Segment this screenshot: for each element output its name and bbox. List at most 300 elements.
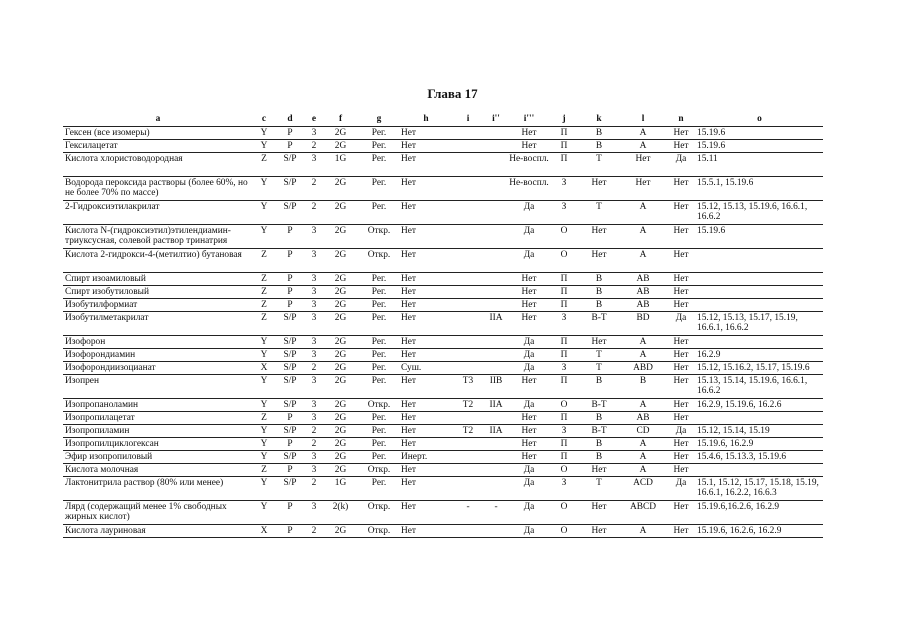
- cell-j: П: [550, 140, 578, 153]
- cell-i3: Да: [508, 349, 550, 362]
- table-row: [63, 140, 823, 153]
- table-body: [63, 127, 823, 538]
- column-header-i2: i'': [484, 108, 508, 127]
- cell-f: 2G: [323, 525, 358, 538]
- cell-h: Нет: [400, 349, 452, 362]
- cell-i2: IIA: [484, 399, 508, 412]
- cell-h: Нет: [400, 249, 452, 273]
- column-header-k: k: [578, 108, 620, 127]
- cell-a: 2-Гидроксиэтилакрилат: [63, 201, 253, 225]
- cell-i2: IIA: [484, 425, 508, 438]
- cell-k: В: [578, 140, 620, 153]
- table-row: [63, 477, 823, 501]
- cell-i: [452, 464, 484, 477]
- cell-f: 1G: [323, 153, 358, 177]
- cell-o: 15.12, 15.14, 15.19: [696, 425, 823, 438]
- cell-j: О: [550, 399, 578, 412]
- cell-c: Y: [253, 451, 275, 464]
- cell-i2: [484, 201, 508, 225]
- cell-i3: Да: [508, 249, 550, 273]
- table-row: [63, 273, 823, 286]
- cell-o: 15.19.6, 16.2.6, 16.2.9: [696, 525, 823, 538]
- cell-c: Y: [253, 375, 275, 399]
- cell-i: -: [452, 501, 484, 525]
- cell-c: Y: [253, 477, 275, 501]
- cell-i: [452, 438, 484, 451]
- cell-k: Нет: [578, 177, 620, 201]
- column-header-d: d: [275, 108, 305, 127]
- cell-e: 3: [305, 273, 323, 286]
- cell-e: 3: [305, 336, 323, 349]
- cell-o: 15.5.1, 15.19.6: [696, 177, 823, 201]
- cell-h: Нет: [400, 412, 452, 425]
- cell-l: А: [620, 399, 666, 412]
- cell-g: Рег.: [358, 349, 400, 362]
- cell-l: Нет: [620, 177, 666, 201]
- cell-i3: Нет: [508, 140, 550, 153]
- column-header-c: c: [253, 108, 275, 127]
- table-row: [63, 225, 823, 249]
- cell-n: Нет: [666, 127, 696, 140]
- cell-e: 2: [305, 362, 323, 375]
- table-row: [63, 127, 823, 140]
- cargo-table: [63, 108, 823, 538]
- cell-e: 3: [305, 153, 323, 177]
- cell-j: З: [550, 362, 578, 375]
- cell-i2: [484, 438, 508, 451]
- column-header-i3: i''': [508, 108, 550, 127]
- cell-k: В: [578, 127, 620, 140]
- cell-g: Откр.: [358, 464, 400, 477]
- cell-n: Нет: [666, 273, 696, 286]
- cell-j: О: [550, 249, 578, 273]
- cell-f: 2G: [323, 312, 358, 336]
- cell-e: 3: [305, 299, 323, 312]
- column-header-l: l: [620, 108, 666, 127]
- cell-c: Z: [253, 249, 275, 273]
- cell-i: [452, 273, 484, 286]
- table-row: [63, 375, 823, 399]
- cell-a: Изопропаноламин: [63, 399, 253, 412]
- cell-a: Лактонитрила раствор (80% или менее): [63, 477, 253, 501]
- cell-i2: [484, 477, 508, 501]
- cell-d: S/P: [275, 425, 305, 438]
- cell-c: Y: [253, 501, 275, 525]
- cell-l: CD: [620, 425, 666, 438]
- column-header-i: i: [452, 108, 484, 127]
- cell-j: П: [550, 438, 578, 451]
- cell-g: Откр.: [358, 501, 400, 525]
- table-row: [63, 425, 823, 438]
- cell-o: 15.11: [696, 153, 823, 177]
- table-row: [63, 201, 823, 225]
- table-row: [63, 412, 823, 425]
- cell-i3: Нет: [508, 273, 550, 286]
- cell-g: Рег.: [358, 286, 400, 299]
- cell-h: Нет: [400, 438, 452, 451]
- cell-f: 2G: [323, 177, 358, 201]
- cell-d: P: [275, 464, 305, 477]
- cell-k: Нет: [578, 336, 620, 349]
- cell-o: 15.19.6: [696, 140, 823, 153]
- cell-i2: IIA: [484, 312, 508, 336]
- cell-d: S/P: [275, 312, 305, 336]
- cell-d: S/P: [275, 477, 305, 501]
- cell-l: ABCD: [620, 501, 666, 525]
- cell-i3: Нет: [508, 451, 550, 464]
- cell-g: Рег.: [358, 438, 400, 451]
- cell-j: П: [550, 375, 578, 399]
- cell-j: П: [550, 451, 578, 464]
- cell-d: P: [275, 249, 305, 273]
- column-header-g: g: [358, 108, 400, 127]
- cell-a: Водорода пероксида растворы (более 60%, но не более 70% по массе): [63, 177, 253, 201]
- cell-c: Y: [253, 127, 275, 140]
- cell-i: [452, 525, 484, 538]
- cell-i3: Да: [508, 336, 550, 349]
- cell-k: В: [578, 286, 620, 299]
- cell-g: Рег.: [358, 153, 400, 177]
- table-row: [63, 249, 823, 273]
- cell-i3: Да: [508, 501, 550, 525]
- cell-c: Y: [253, 349, 275, 362]
- cell-c: Z: [253, 153, 275, 177]
- cell-k: Нет: [578, 501, 620, 525]
- cell-a: Кислота лауриновая: [63, 525, 253, 538]
- cell-i: [452, 127, 484, 140]
- cell-o: 15.13, 15.14, 15.19.6, 16.6.1, 16.6.2: [696, 375, 823, 399]
- cell-i2: [484, 225, 508, 249]
- cell-d: S/P: [275, 349, 305, 362]
- cell-k: В: [578, 451, 620, 464]
- cell-o: 16.2.9, 15.19.6, 16.2.6: [696, 399, 823, 412]
- cell-k: В: [578, 412, 620, 425]
- cell-c: Y: [253, 336, 275, 349]
- cell-l: А: [620, 438, 666, 451]
- page-title: Глава 17: [427, 86, 478, 101]
- cell-e: 3: [305, 464, 323, 477]
- cell-i: T3: [452, 375, 484, 399]
- cell-j: З: [550, 177, 578, 201]
- cell-n: Нет: [666, 286, 696, 299]
- cell-e: 2: [305, 525, 323, 538]
- cell-k: Т: [578, 349, 620, 362]
- cell-a: Гексилацетат: [63, 140, 253, 153]
- cell-o: 15.12, 15.13, 15.19.6, 16.6.1, 16.6.2: [696, 201, 823, 225]
- cell-h: Нет: [400, 273, 452, 286]
- cell-k: В: [578, 375, 620, 399]
- cell-i: [452, 299, 484, 312]
- cell-e: 2: [305, 425, 323, 438]
- cell-a: Изобутилметакрилат: [63, 312, 253, 336]
- cell-l: АВ: [620, 286, 666, 299]
- cell-j: О: [550, 225, 578, 249]
- cell-h: Нет: [400, 375, 452, 399]
- cell-k: В-Т: [578, 312, 620, 336]
- cell-l: А: [620, 525, 666, 538]
- cell-n: Нет: [666, 464, 696, 477]
- cell-a: Изофорондиизоцианат: [63, 362, 253, 375]
- cell-e: 3: [305, 312, 323, 336]
- cell-h: Нет: [400, 201, 452, 225]
- cell-g: Откр.: [358, 399, 400, 412]
- cell-i2: [484, 286, 508, 299]
- cell-e: 3: [305, 451, 323, 464]
- cell-f: 2G: [323, 249, 358, 273]
- cell-i: [452, 412, 484, 425]
- cell-i2: -: [484, 501, 508, 525]
- cell-g: Откр.: [358, 225, 400, 249]
- cell-i: [452, 153, 484, 177]
- cell-o: [696, 286, 823, 299]
- table-row: [63, 525, 823, 538]
- cell-d: P: [275, 438, 305, 451]
- cell-d: P: [275, 140, 305, 153]
- cell-c: Z: [253, 412, 275, 425]
- cell-f: 2G: [323, 225, 358, 249]
- cell-c: Y: [253, 438, 275, 451]
- cell-d: S/P: [275, 375, 305, 399]
- cell-c: Z: [253, 273, 275, 286]
- cell-o: 15.19.6, 16.2.9: [696, 438, 823, 451]
- cell-k: В-Т: [578, 425, 620, 438]
- cell-l: А: [620, 249, 666, 273]
- table-row: [63, 312, 823, 336]
- cell-l: BD: [620, 312, 666, 336]
- cell-j: П: [550, 336, 578, 349]
- cell-i3: Да: [508, 201, 550, 225]
- cell-i2: [484, 464, 508, 477]
- cell-l: А: [620, 336, 666, 349]
- cell-l: А: [620, 451, 666, 464]
- cell-i3: Нет: [508, 127, 550, 140]
- cell-j: П: [550, 349, 578, 362]
- cell-h: Нет: [400, 399, 452, 412]
- cell-j: З: [550, 425, 578, 438]
- cell-i: [452, 312, 484, 336]
- cell-a: Изопропилциклогексан: [63, 438, 253, 451]
- cell-o: 15.4.6, 15.13.3, 15.19.6: [696, 451, 823, 464]
- cell-l: А: [620, 127, 666, 140]
- cell-n: Нет: [666, 336, 696, 349]
- cell-d: P: [275, 501, 305, 525]
- cell-f: 1G: [323, 477, 358, 501]
- cell-e: 3: [305, 501, 323, 525]
- cell-i2: [484, 451, 508, 464]
- table-row: [63, 438, 823, 451]
- cell-i3: Да: [508, 464, 550, 477]
- table-row: [63, 299, 823, 312]
- cell-k: В: [578, 299, 620, 312]
- cell-o: 15.1, 15.12, 15.17, 15.18, 15.19, 16.6.1, 16.2.2, 16.6.3: [696, 477, 823, 501]
- cell-g: Рег.: [358, 312, 400, 336]
- cell-h: Нет: [400, 501, 452, 525]
- cell-n: Да: [666, 477, 696, 501]
- cell-k: В: [578, 438, 620, 451]
- cell-a: Спирт изоамиловый: [63, 273, 253, 286]
- cell-l: А: [620, 201, 666, 225]
- cell-d: S/P: [275, 451, 305, 464]
- cell-e: 3: [305, 249, 323, 273]
- cell-l: А: [620, 225, 666, 249]
- cell-c: Y: [253, 225, 275, 249]
- cell-n: Нет: [666, 177, 696, 201]
- cell-d: P: [275, 525, 305, 538]
- cell-l: АВ: [620, 299, 666, 312]
- cell-n: Да: [666, 425, 696, 438]
- cell-n: Нет: [666, 249, 696, 273]
- cell-i: [452, 249, 484, 273]
- cell-c: X: [253, 525, 275, 538]
- cell-i3: Да: [508, 477, 550, 501]
- cell-l: АВ: [620, 412, 666, 425]
- cell-i: [452, 201, 484, 225]
- cell-k: Нет: [578, 225, 620, 249]
- cell-j: З: [550, 477, 578, 501]
- cell-d: P: [275, 299, 305, 312]
- cell-e: 2: [305, 438, 323, 451]
- cell-g: Рег.: [358, 375, 400, 399]
- cell-i2: [484, 177, 508, 201]
- cell-e: 3: [305, 375, 323, 399]
- cell-i: [452, 336, 484, 349]
- cell-o: 15.19.6: [696, 225, 823, 249]
- cell-a: Изопропиламин: [63, 425, 253, 438]
- cell-j: П: [550, 127, 578, 140]
- cell-e: 3: [305, 286, 323, 299]
- cell-g: Рег.: [358, 299, 400, 312]
- cell-h: Нет: [400, 299, 452, 312]
- cell-f: 2G: [323, 349, 358, 362]
- cell-d: P: [275, 225, 305, 249]
- cell-g: Рег.: [358, 273, 400, 286]
- cell-i: [452, 451, 484, 464]
- cell-j: П: [550, 412, 578, 425]
- cell-j: З: [550, 201, 578, 225]
- cell-d: S/P: [275, 399, 305, 412]
- cell-n: Нет: [666, 375, 696, 399]
- cell-c: Z: [253, 286, 275, 299]
- cell-a: Изопрен: [63, 375, 253, 399]
- cell-g: Рег.: [358, 477, 400, 501]
- cell-o: 15.12, 15.16.2, 15.17, 15.19.6: [696, 362, 823, 375]
- cell-k: Нет: [578, 249, 620, 273]
- cell-o: 16.2.9: [696, 349, 823, 362]
- cell-h: Нет: [400, 286, 452, 299]
- cell-n: Да: [666, 312, 696, 336]
- cell-c: Z: [253, 464, 275, 477]
- cell-o: 15.12, 15.13, 15.17, 15.19, 16.6.1, 16.6.2: [696, 312, 823, 336]
- cell-e: 3: [305, 127, 323, 140]
- cell-k: Нет: [578, 464, 620, 477]
- cell-l: А: [620, 464, 666, 477]
- cell-i2: [484, 412, 508, 425]
- cell-i: [452, 177, 484, 201]
- cell-k: Т: [578, 362, 620, 375]
- cell-i: [452, 140, 484, 153]
- cell-i2: [484, 273, 508, 286]
- cell-i2: [484, 249, 508, 273]
- cell-i: [452, 225, 484, 249]
- cell-k: В-Т: [578, 399, 620, 412]
- cell-g: Рег.: [358, 127, 400, 140]
- cell-e: 3: [305, 349, 323, 362]
- cell-n: Нет: [666, 349, 696, 362]
- cell-f: 2G: [323, 299, 358, 312]
- cell-i2: [484, 127, 508, 140]
- cell-j: П: [550, 153, 578, 177]
- cell-o: 15.19.6: [696, 127, 823, 140]
- cell-h: Нет: [400, 177, 452, 201]
- cell-a: Кислота 2-гидрокси-4-(метилтио) бутановая: [63, 249, 253, 273]
- cell-g: Откр.: [358, 525, 400, 538]
- cell-d: P: [275, 273, 305, 286]
- cell-c: Y: [253, 399, 275, 412]
- cell-a: Кислота N-(гидроксиэтил)этилендиамин-триуксусная, солевой раствор тринатрия: [63, 225, 253, 249]
- table-row: [63, 177, 823, 201]
- cell-k: Т: [578, 477, 620, 501]
- cell-h: Нет: [400, 225, 452, 249]
- cell-l: А: [620, 349, 666, 362]
- cell-i: [452, 286, 484, 299]
- cell-o: [696, 249, 823, 273]
- cell-j: З: [550, 312, 578, 336]
- cell-i: [452, 349, 484, 362]
- cell-f: 2G: [323, 127, 358, 140]
- cell-f: 2G: [323, 399, 358, 412]
- cell-i3: Нет: [508, 312, 550, 336]
- cell-l: ABD: [620, 362, 666, 375]
- cell-l: А: [620, 140, 666, 153]
- table-row: [63, 362, 823, 375]
- column-header-e: e: [305, 108, 323, 127]
- cell-f: 2G: [323, 464, 358, 477]
- cell-i2: [484, 362, 508, 375]
- cell-o: [696, 299, 823, 312]
- cell-f: 2G: [323, 336, 358, 349]
- cell-a: Эфир изопропиловый: [63, 451, 253, 464]
- cell-f: 2G: [323, 412, 358, 425]
- cell-n: Нет: [666, 412, 696, 425]
- column-header-f: f: [323, 108, 358, 127]
- cell-j: О: [550, 464, 578, 477]
- cell-f: 2G: [323, 425, 358, 438]
- column-header-h: h: [400, 108, 452, 127]
- cell-i2: [484, 153, 508, 177]
- cell-f: 2G: [323, 273, 358, 286]
- cell-f: 2G: [323, 438, 358, 451]
- cell-a: Лярд (содержащий менее 1% свободных жирных кислот): [63, 501, 253, 525]
- cell-n: Нет: [666, 299, 696, 312]
- table-row: [63, 451, 823, 464]
- cell-i3: Нет: [508, 438, 550, 451]
- cell-c: X: [253, 362, 275, 375]
- column-header-a: a: [63, 108, 253, 127]
- cell-j: П: [550, 299, 578, 312]
- cell-c: Y: [253, 201, 275, 225]
- cell-c: Y: [253, 140, 275, 153]
- cell-a: Изобутилформиат: [63, 299, 253, 312]
- cell-n: Нет: [666, 362, 696, 375]
- cell-g: Откр.: [358, 249, 400, 273]
- cell-i: T2: [452, 425, 484, 438]
- cell-i3: Нет: [508, 425, 550, 438]
- cell-g: Рег.: [358, 177, 400, 201]
- cell-g: Рег.: [358, 412, 400, 425]
- column-header-o: o: [696, 108, 823, 127]
- cell-a: Кислота молочная: [63, 464, 253, 477]
- cell-k: Нет: [578, 525, 620, 538]
